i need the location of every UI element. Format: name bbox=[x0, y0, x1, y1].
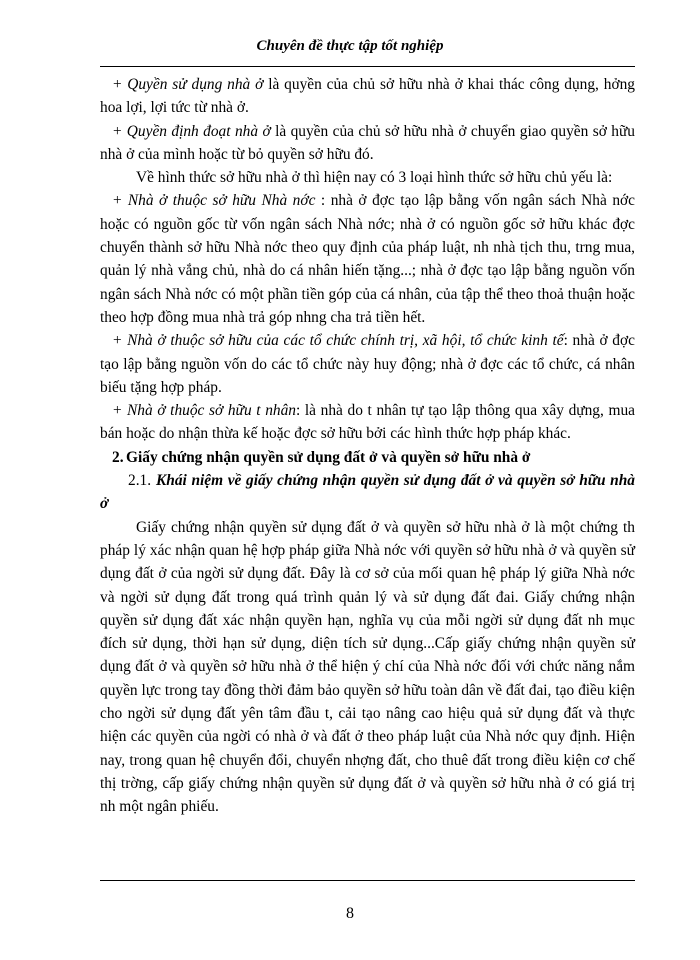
term-label: + Quyền định đoạt nhà ở bbox=[112, 122, 271, 140]
section-heading bbox=[100, 446, 635, 469]
paragraph-state-ownership bbox=[100, 189, 635, 329]
paragraph-text: : là nhà do t nhân tự tạo lập thông qua xây dựng, mua bán hoặc do nhận thừa kế hoặc đợc sở hữu bởi các hình thức hợp pháp khác. bbox=[100, 402, 635, 443]
term-label: + Nhà ở thuộc sở hữu Nhà nớc bbox=[112, 192, 316, 210]
paragraph-disposal-right bbox=[100, 120, 635, 167]
paragraph-text: : nhà ở đợc tạo lập bằng vốn ngân sách Nhà nớc hoặc có nguồn gốc từ vốn ngân sách Nhà nớc; nhà ở có nguồn gốc sở hữu khác đợc chuyển thành sở hữu Nhà nớc theo quy định của pháp luật, nh nhà tịch thu, trng mua, quản lý nhà vắng chủ, nhà do cá nhân hiến tặng...; nhà ở đợc tạo lập bằng nguồn vốn ngân sách Nhà nớc có một phần tiền góp của cá nhân, của tập thể theo thoả thuận hoặc theo hợp đồng mua nhà trả góp nhng cha trả tiền hết. bbox=[100, 192, 635, 326]
header-rule bbox=[100, 66, 635, 67]
paragraph-text: là quyền của chủ sở hữu nhà ở chuyển giao quyền sở hữu nhà ở của mình hoặc từ bỏ quyền sở hữu đó. bbox=[100, 122, 635, 163]
paragraph-certificate-definition: Giấy chứng nhận quyền sử dụng đất ở và quyền sở hữu nhà ở là một chứng th pháp lý xác nhận quan hệ hợp pháp giữa Nhà nớc với quyền sở hữu nhà ở và quyền sử dụng đất ở của ngời sử dụng đất. Đây là cơ sở của mối quan hệ pháp lý giữa Nhà nớc và ngời sử dụng đất trong quá trình quản lý và sử dụng đất đai. Giấy chứng nhận quyền sử dụng đất xác nhận quyền hạn, nghĩa vụ của mỗi ngời sử dụng đất nh mục đích sử dụng, thời hạn sử dụng, diện tích sử dụng...Cấp giấy chứng nhận quyền sử dụng đất ở và quyền sở hữu nhà ở thể hiện ý chí của Nhà nớc đối với chức năng nắm quyền lực trong tay đồng thời đảm bảo quyền sở hữu toàn dân về đất đai, tạo điều kiện cho ngời sử dụng đất yên tâm đầu t, cải tạo nâng cao hiệu quả sử dụng đất và thực hiện các quyền của ngời có nhà ở và đất ở theo pháp luật của Nhà nớc quy định. Hiện nay, trong quan hệ chuyển đổi, chuyển nhợng đất, cho thuê đất trong điều kiện cơ chế thị trờng, cấp giấy chứng nhận quyền sử dụng đất ở và quyền sở hữu nhà ở có giá trị nh một ngân phiếu. bbox=[100, 518, 635, 816]
paragraph-private-ownership bbox=[100, 399, 635, 446]
paragraph-text: : nhà ở đợc tạo lập bằng nguồn vốn do các tổ chức này huy động; nhà ở đợc các tổ chức, cá nhân biếu tặng hợp pháp. bbox=[100, 332, 635, 396]
page-header: Chuyên đề thực tập tốt nghiệp bbox=[256, 38, 444, 54]
section-title: Giấy chứng nhận quyền sử dụng đất ở và quyền sở hữu nhà ở bbox=[126, 448, 531, 466]
paragraph-usage-right bbox=[100, 73, 635, 120]
subsection-heading bbox=[100, 469, 635, 516]
term-label: + Nhà ở thuộc sở hữu t nhân bbox=[112, 402, 296, 420]
paragraph-text: là quyền của chủ sở hữu nhà ở khai thác công dụng, hởng hoa lợi, lợi tức từ nhà ở. bbox=[100, 76, 635, 117]
footer-rule bbox=[100, 880, 635, 881]
page-number: 8 bbox=[346, 905, 354, 922]
paragraph-ownership-forms: Về hình thức sở hữu nhà ở thì hiện nay có 3 loại hình thức sở hữu chủ yếu là: bbox=[136, 169, 613, 187]
document-body bbox=[100, 73, 635, 819]
section-number: 2. bbox=[112, 448, 124, 466]
paragraph-organization-ownership bbox=[100, 329, 635, 399]
term-label: + Nhà ở thuộc sở hữu của các tổ chức chính trị, xã hội, tổ chức kinh tế bbox=[112, 332, 564, 350]
term-label: + Quyền sử dụng nhà ở bbox=[112, 76, 264, 93]
subsection-number: 2.1. bbox=[128, 472, 152, 490]
subsection-title: Khái niệm về giấy chứng nhận quyền sử dụng đất ở và quyền sở hữu nhà ở bbox=[100, 472, 635, 513]
